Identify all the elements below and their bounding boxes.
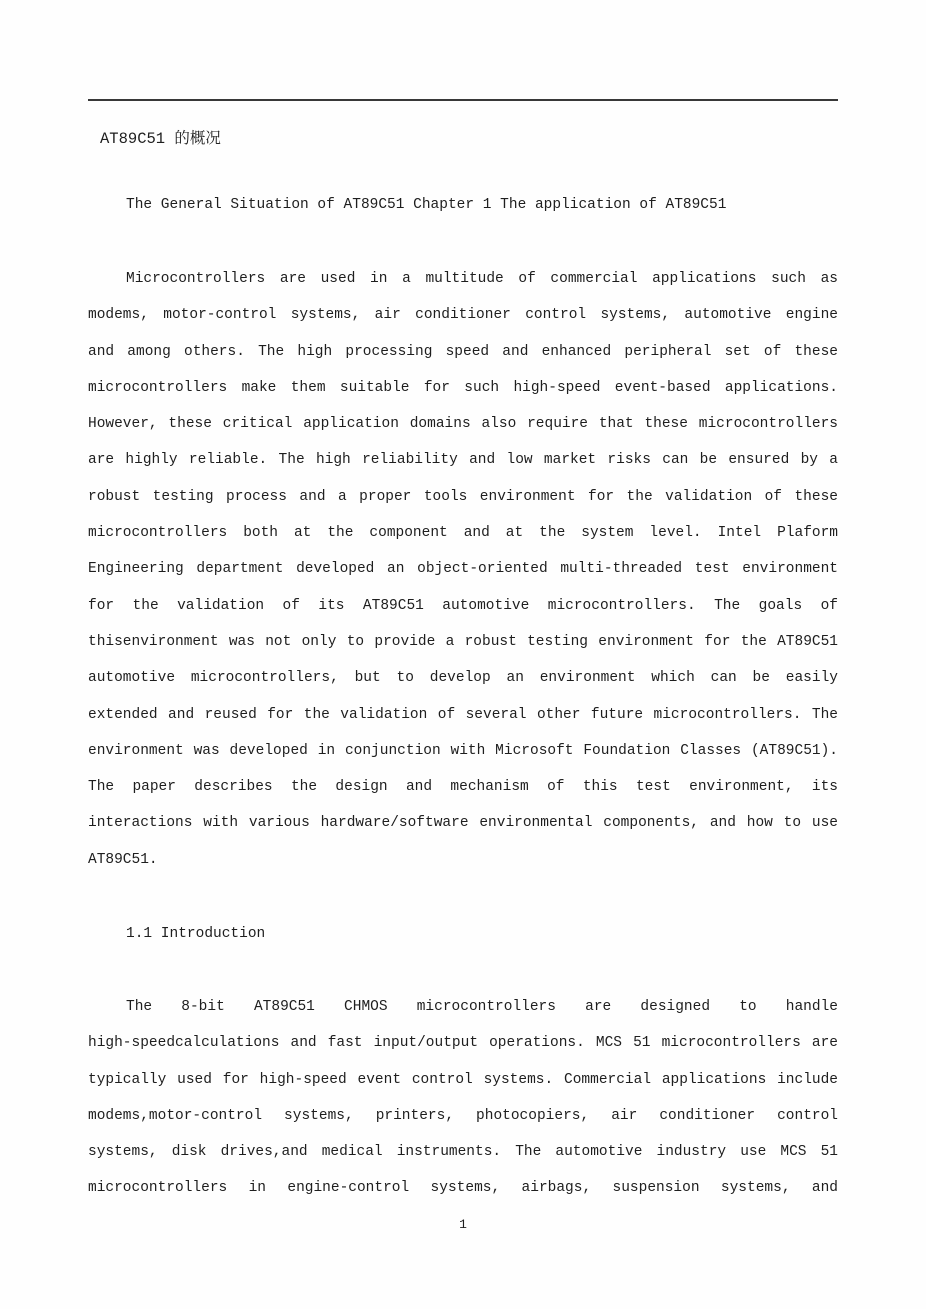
text-line: extended and reused for the validation of several other future microcontrollers. The (88, 706, 838, 723)
text-line: AT89C51. (88, 851, 158, 868)
text-line: Engineering department developed an object-oriented multi-threaded test environment (88, 561, 838, 578)
text-line: robust testing process and a proper tools environment for the validation of these (88, 488, 838, 505)
section-heading: 1.1 Introduction (126, 926, 266, 942)
header-rule (88, 99, 838, 101)
text-line: interactions with various hardware/software environmental components, and how to use (88, 815, 838, 832)
text-line: microcontrollers make them suitable for such high-speed event-based applications. (88, 379, 838, 396)
text-line: However, these critical application domains also require that these microcontrollers (88, 416, 838, 433)
text-line: automotive microcontrollers, but to develop an environment which can be easily (88, 670, 838, 687)
text-line: typically used for high-speed event control systems. Commercial applications include (88, 1071, 838, 1088)
text-line: environment was developed in conjunction with Microsoft Foundation Classes (AT89C51). (88, 742, 838, 759)
text-line: The paper describes the design and mechanism of this test environment, its (88, 779, 838, 796)
text-line: thisenvironment was not only to provide a robust testing environment for the AT89C51 (88, 633, 838, 650)
document-title-english: The General Situation of AT89C51 Chapter 1 The application of AT89C51 (126, 197, 727, 213)
paragraph-2 (88, 989, 838, 1207)
text-line: microcontrollers both at the component and at the system level. Intel Plaform (88, 525, 838, 542)
paragraph-1 (88, 261, 838, 878)
text-line: Microcontrollers are used in a multitude of commercial applications such as (126, 271, 838, 287)
text-line: are highly reliable. The high reliability and low market risks can be ensured by a (88, 452, 838, 469)
text-line: systems, disk drives,and medical instruments. The automotive industry use MCS 51 (88, 1144, 838, 1161)
text-line: modems,motor-control systems, printers, photocopiers, air conditioner control (88, 1107, 838, 1124)
text-line: microcontrollers in engine-control systems, airbags, suspension systems, and (88, 1180, 838, 1197)
page-number: 1 (459, 1217, 467, 1232)
text-line: high-speedcalculations and fast input/output operations. MCS 51 microcontrollers are (88, 1035, 838, 1052)
document-title-chinese: AT89C51 的概况 (100, 130, 221, 148)
text-line: and among others. The high processing speed and enhanced peripheral set of these (88, 343, 838, 360)
text-line: The 8-bit AT89C51 CHMOS microcontrollers are designed to handle (126, 999, 838, 1015)
text-line: for the validation of its AT89C51 automotive microcontrollers. The goals of (88, 597, 838, 614)
text-line: modems, motor-control systems, air conditioner control systems, automotive engine (88, 307, 838, 324)
